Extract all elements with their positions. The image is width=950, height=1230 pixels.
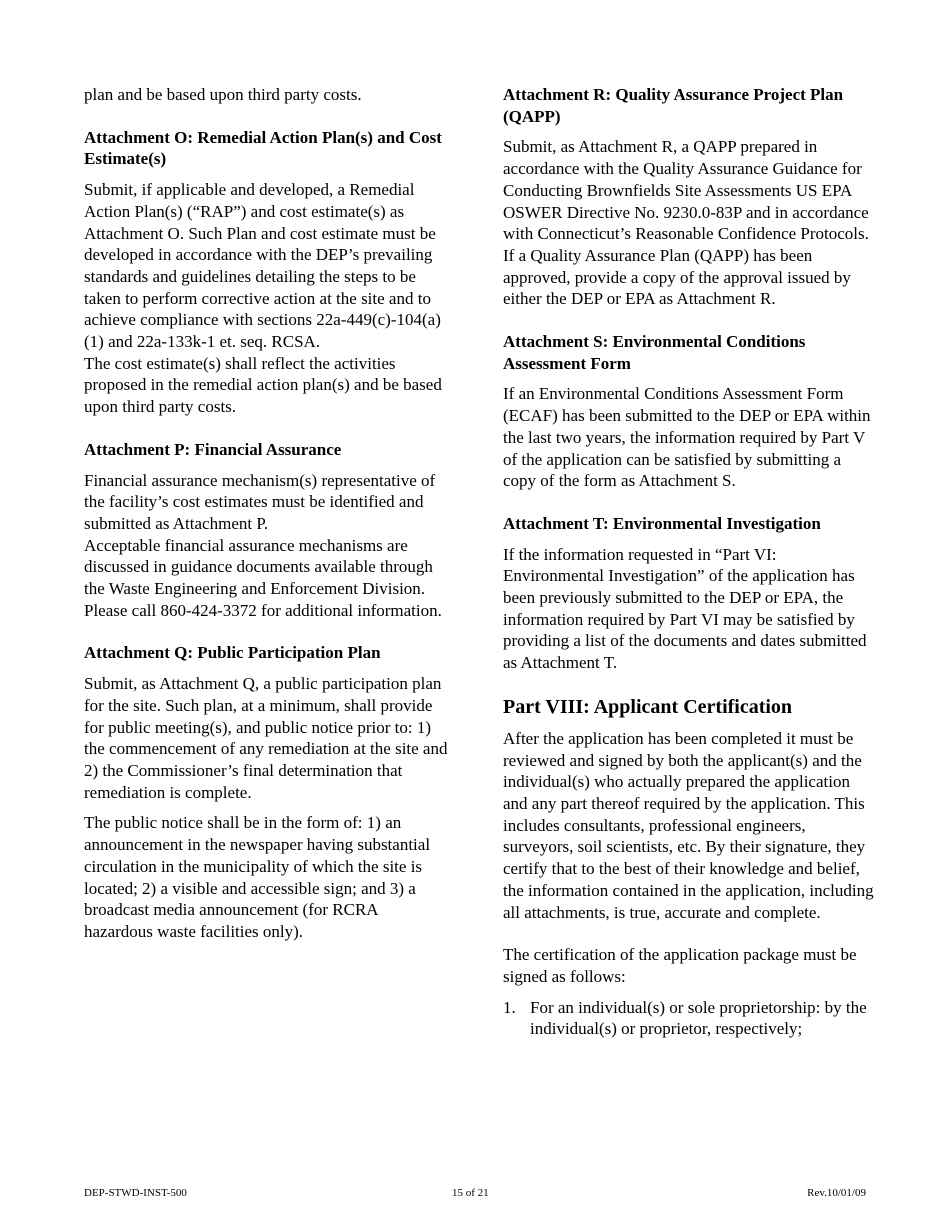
left-column — [84, 84, 450, 943]
attachment-o-paragraph-2: The cost estimate(s) shall reflect the activities proposed in the remedial action plan(s) and be based upon third party costs. — [84, 353, 442, 417]
attachment-q-heading: Attachment Q: Public Participation Plan — [84, 643, 381, 663]
attachment-q-paragraph-1: Submit, as Attachment Q, a public participation plan for the site. Such plan, at a minimum, shall provide for public meeting(s), and public notice prior to: 1) the commencement of any remediation at the site and 2) the Commissioner’s final determination that remediation is complete. — [84, 674, 448, 802]
list-item-text: For an individual(s) or sole proprietorship: by the individual(s) or proprietor, respectively; — [530, 997, 867, 1039]
attachment-s-heading: Attachment S: Environmental Conditions Assessment Form — [503, 332, 806, 373]
attachment-r-paragraph-1: Submit, as Attachment R, a QAPP prepared in accordance with the Quality Assurance Guidance for Conducting Brownfields Site Assessments US EPA OSWER Directive No. 9230.0-83P and in accordance with Connecticut’s Reasonable Confidence Protocols. If a Quality Assurance Plan (QAPP) has been approved, provide a copy of the approval issued by either the DEP or EPA as Attachment R. — [503, 137, 869, 309]
part-viii-paragraph-2: The certification of the application package must be signed as follows: — [503, 945, 857, 986]
attachment-q-paragraph-2: The public notice shall be in the form of: 1) an announcement in the newspaper having substantial circulation in the municipality of which the site is located; 2) a visible and accessible sign; and 3) a broadcast media announcement (for RCRA hazardous waste facilities only). — [84, 813, 431, 941]
footer-page-number: 15 of 21 — [452, 1187, 489, 1199]
list-item-number: 1. — [503, 997, 516, 1017]
attachment-o-paragraph-1: Submit, if applicable and developed, a Remedial Action Plan(s) (“RAP”) and cost estimate(s) as Attachment O. Such Plan and cost estimate must be developed in accordance with the DEP’s prevailing standards and guidelines detailing the steps to be taken to perform corrective action at the site and to achieve compliance with sections 22a-449(c)-104(a)(1) and 22a-133k-1 et. seq. RCSA. — [84, 180, 441, 352]
attachment-p-heading: Attachment P: Financial Assurance — [84, 439, 342, 459]
attachment-t-paragraph-1: If the information requested in “Part VI: Environmental Investigation” of the application has been previously submitted to the DEP or EPA, the information required by Part VI may be satisfied by providing a list of the documents and dates submitted as Attachment T. — [503, 544, 867, 673]
attachment-t-heading: Attachment T: Environmental Investigation — [503, 513, 821, 533]
attachment-o-heading: Attachment O: Remedial Action Plan(s) and Cost Estimate(s) — [84, 127, 442, 169]
footer-document-id: DEP-STWD-INST-500 — [84, 1187, 187, 1199]
attachment-p-paragraph-1: Financial assurance mechanism(s) representative of the facility’s cost estimates must be identified and submitted as Attachment P. — [84, 470, 436, 533]
intro-text: plan and be based upon third party costs. — [84, 85, 362, 104]
attachment-p-paragraph-2: Acceptable financial assurance mechanisms are discussed in guidance documents available through the Waste Engineering and Enforcement Division. Please call 860-424-3372 for additional information. — [84, 535, 442, 620]
list-item — [503, 997, 875, 1040]
part-viii-heading: Part VIII: Applicant Certification — [503, 695, 793, 718]
footer-revision: Rev.10/01/09 — [807, 1187, 866, 1199]
attachment-s-paragraph-1: If an Environmental Conditions Assessment Form (ECAF) has been submitted to the DEP or EPA within the last two years, the information required by Part V of the application can be satisfied by submitting a copy of the form as Attachment S. — [503, 384, 871, 491]
signature-list — [503, 997, 875, 1040]
right-column — [503, 84, 875, 1040]
part-viii-paragraph-1: After the application has been completed it must be reviewed and signed by both the applicant(s) and the individual(s) who actually prepared the application and any part thereof required by the application. This includes consultants, professional engineers, surveyors, soil scientists, etc. By their signature, they certify that to the best of their knowledge and belief, the information contained in the application, including all attachments, is true, accurate and complete. — [503, 728, 874, 922]
attachment-r-heading: Attachment R: Quality Assurance Project Plan (QAPP) — [503, 85, 844, 126]
